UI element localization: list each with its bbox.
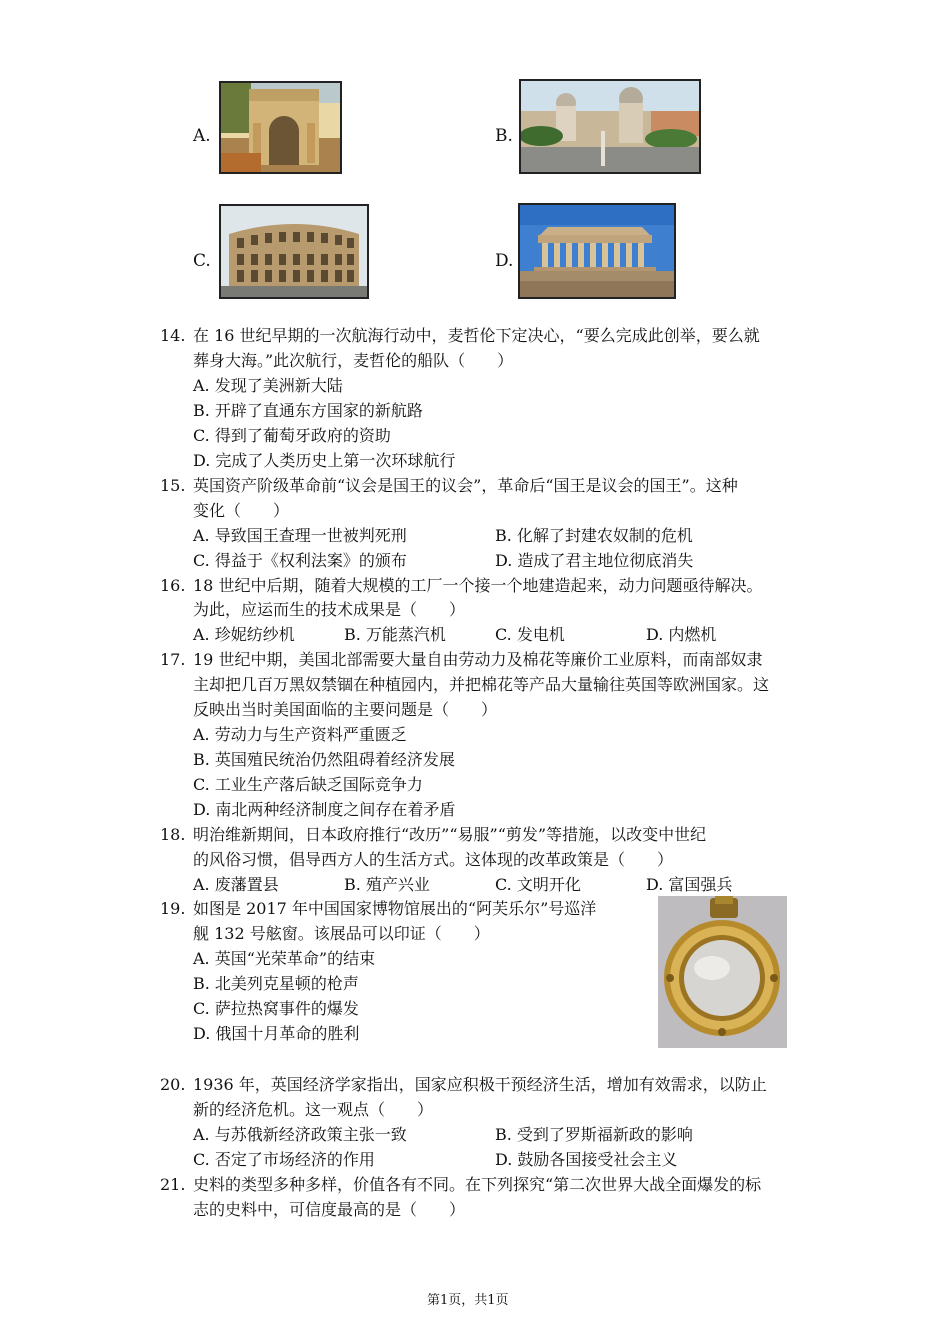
option-letter-a: A. <box>193 126 211 146</box>
question-17-option-b: B. 英国殖民统治仍然阻碍着经济发展 <box>193 750 455 769</box>
question-18-line-2: 的风俗习惯，倡导西方人的生活方式。这体现的改革政策是（ ） <box>193 850 674 869</box>
question-16-option-b: B. 万能蒸汽机 <box>344 625 446 644</box>
question-17-line-2: 主却把几百万黑奴禁锢在种植园内，并把棉花等产品大量输往英国等欧洲国家。这 <box>193 675 770 694</box>
question-20-option-a: A. 与苏俄新经济政策主张一致 <box>193 1125 407 1144</box>
question-18-line-1: 明治维新期间，日本政府推行“改历”“易服”“剪发”等措施，以改变中世纪 <box>193 825 707 844</box>
question-16-option-a: A. 珍妮纺纱机 <box>193 625 295 644</box>
question-20-line-2: 新的经济危机。这一观点（ ） <box>193 1100 434 1119</box>
porthole-photo <box>658 896 787 1048</box>
question-17-line-1: 19 世纪中期，美国北部需要大量自由劳动力及棉花等廉价工业原料，而南部奴隶 <box>193 650 763 669</box>
option-letter-d: D. <box>495 251 514 271</box>
question-18-option-d: D. 富国强兵 <box>646 875 733 894</box>
question-14-line-2: 葬身大海。”此次航行，麦哲伦的船队（ ） <box>193 351 514 370</box>
question-16-option-d: D. 内燃机 <box>646 625 717 644</box>
question-14-option-d: D. 完成了人类历史上第一次环球航行 <box>193 451 456 470</box>
question-15-option-c: C. 得益于《权利法案》的颁布 <box>193 551 407 570</box>
question-number-21: 21. <box>160 1175 186 1194</box>
question-16-option-c: C. 发电机 <box>495 625 565 644</box>
triumphal-arch-photo <box>219 81 342 174</box>
question-14-line-1: 在 16 世纪早期的一次航海行动中，麦哲伦下定决心，“要么完成此创举，要么就 <box>193 326 760 345</box>
question-21-line-1: 史料的类型多种多样，价值各有不同。在下列探究“第二次世界大战全面爆发的标 <box>193 1175 762 1194</box>
option-letter-c: C. <box>193 251 211 271</box>
question-14-option-c: C. 得到了葡萄牙政府的资助 <box>193 426 391 445</box>
question-17-line-3: 反映出当时美国面临的主要问题是（ ） <box>193 700 498 719</box>
question-number-19: 19. <box>160 899 186 918</box>
question-number-18: 18. <box>160 825 186 844</box>
question-18-option-c: C. 文明开化 <box>495 875 581 894</box>
question-19-option-d: D. 俄国十月革命的胜利 <box>193 1024 360 1043</box>
question-21-line-2: 志的史料中，可信度最高的是（ ） <box>193 1200 466 1219</box>
question-20-line-1: 1936 年，英国经济学家指出，国家应积极干预经济生活，增加有效需求，以防止 <box>193 1075 767 1094</box>
question-14-option-b: B. 开辟了直通东方国家的新航路 <box>193 401 423 420</box>
question-18-option-a: A. 废藩置县 <box>193 875 279 894</box>
colosseum-photo <box>219 204 369 299</box>
question-14-option-a: A. 发现了美洲新大陆 <box>193 376 343 395</box>
question-19-option-b: B. 北美列克星顿的枪声 <box>193 974 359 993</box>
question-19-option-c: C. 萨拉热窝事件的爆发 <box>193 999 359 1018</box>
question-17-option-c: C. 工业生产落后缺乏国际竞争力 <box>193 775 423 794</box>
question-17-option-a: A. 劳动力与生产资料严重匮乏 <box>193 725 407 744</box>
question-19-line-1: 如图是 2017 年中国国家博物馆展出的“阿芙乐尔”号巡洋 <box>193 899 597 918</box>
question-17-option-d: D. 南北两种经济制度之间存在着矛盾 <box>193 800 456 819</box>
question-15-option-b: B. 化解了封建农奴制的危机 <box>495 526 693 545</box>
page-footer: 第1页，共1页 <box>427 1293 509 1308</box>
parthenon-photo <box>518 203 676 299</box>
question-number-20: 20. <box>160 1075 186 1094</box>
question-15-option-d: D. 造成了君主地位彻底消失 <box>495 551 694 570</box>
question-18-option-b: B. 殖产兴业 <box>344 875 430 894</box>
question-number-16: 16. <box>160 576 186 595</box>
question-number-14: 14. <box>160 326 186 345</box>
option-letter-b: B. <box>495 126 513 146</box>
question-19-option-a: A. 英国“光荣革命”的结束 <box>193 949 376 968</box>
question-15-line-1: 英国资产阶级革命前“议会是国王的议会”，革命后“国王是议会的国王”。这种 <box>193 476 738 495</box>
question-15-option-a: A. 导致国王查理一世被判死刑 <box>193 526 407 545</box>
question-number-17: 17. <box>160 650 186 669</box>
question-number-15: 15. <box>160 476 186 495</box>
question-20-option-b: B. 受到了罗斯福新政的影响 <box>495 1125 693 1144</box>
question-20-option-c: C. 否定了市场经济的作用 <box>193 1150 375 1169</box>
question-15-line-2: 变化（ ） <box>193 501 290 520</box>
question-20-option-d: D. 鼓励各国接受社会主义 <box>495 1150 678 1169</box>
question-16-line-2: 为此，应运而生的技术成果是（ ） <box>193 600 466 619</box>
question-19-line-2: 舰 132 号舷窗。该展品可以印证（ ） <box>193 924 490 943</box>
rome-cityscape-photo <box>519 79 701 174</box>
question-16-line-1: 18 世纪中后期，随着大规模的工厂一个接一个地建造起来，动力问题亟待解决。 <box>193 576 763 595</box>
